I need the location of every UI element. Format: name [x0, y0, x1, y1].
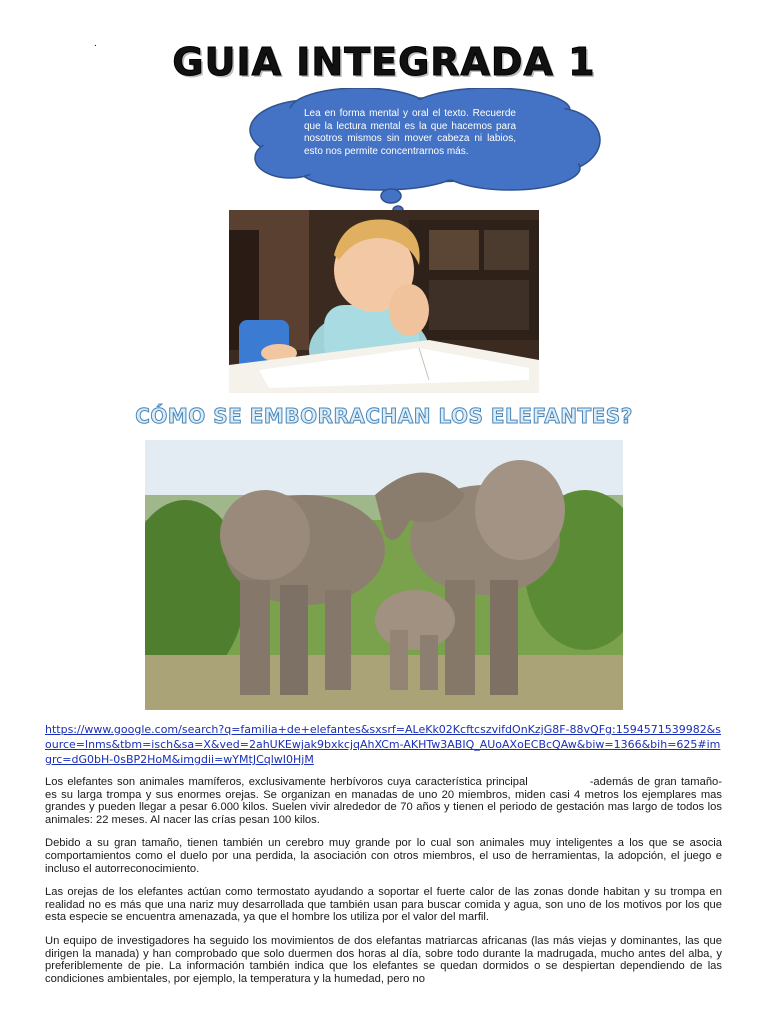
paragraph-3: Las orejas de los elefantes actúan como termostato ayudando a soportar el fuerte calor de las zonas donde habitan y su trompa en realidad no es más que una nariz muy desarrollada que también usan para buscar comida y agua, son uno de los motivos por los que esta especie se encuentra amenazada, ya que el hombre los utiliza por el valor del marfil.	[45, 886, 722, 924]
paragraph-1	[45, 776, 722, 826]
paragraph-4: Un equipo de investigadores ha seguido los movimientos de dos elefantas matriarcas africanas (las más viejas y dominantes, las que dirigen la manada) y han comprobado que solo duermen dos horas al día, sobre todo durante la madrugada, mucho antes del alba, y preferiblemente de pie. La información también indica que los elefantes se quedan dormidos o se despiertan dependiendo de las condiciones ambientales, por ejemplo, la temperatura y la humedad, pero no	[45, 934, 722, 985]
bubble-instruction-text: Lea en forma mental y oral el texto. Recuerde que la lectura mental es la que hacemos para nosotros mismos sin mover cabeza ni labios, esto nos permite concentrarnos más.	[304, 108, 516, 157]
paragraph-2: Debido a su gran tamaño, tienen también un cerebro muy grande por lo cual son animales muy inteligentes a los que se asocia comportamientos como el duelo por una perdida, la asociación con otros miembros, el uso de herramientas, la adopción, el juego e incluso el autorreconocimiento.	[45, 837, 722, 875]
source-link[interactable]: https://www.google.com/search?q=familia+de+elefantes&sxsrf=ALeKk02KcftcszvifdOnKzjG8F-88vQFg:1594571539982&source=lnms&tbm=isch&sa=X&ved=2ahUKEwjak9bxkcjqAhXCm-AKHTw3ABIQ_AUoAXoECBcQAw&biw=1366&bih=625#imgrc=dG0bH-0sBP2HoM&imgdii=wYMtJCqlwI0HjM	[45, 723, 721, 766]
paragraph-1-start: Los elefantes son animales mamíferos, exclusivamente herbívoros cuya característica principal	[45, 776, 528, 788]
child-reading-photo	[229, 210, 539, 393]
elephant-family-photo	[145, 440, 623, 710]
section-heading: CÓMO SE EMBORRACHAN LOS ELEFANTES?	[135, 404, 633, 428]
paragraph-1-end: -además de gran tamaño- es su larga trompa y sus enormes orejas. Se organizan en manadas de uno 20 miembros, miden casi 4 metros los ejemplares mas grandes y pueden llegar a pesar 6.000 kilos. Suelen vivir alrededor de 70 años y tienen el periodo de gestación mas largo de todos los animales: 22 meses. Al nacer las crías pesan 100 kilos.	[45, 776, 722, 826]
article-body	[45, 776, 722, 996]
stray-dot: .	[94, 38, 97, 49]
thought-bubble	[240, 88, 610, 218]
page-title: GUIA INTEGRADA 1	[172, 40, 596, 84]
